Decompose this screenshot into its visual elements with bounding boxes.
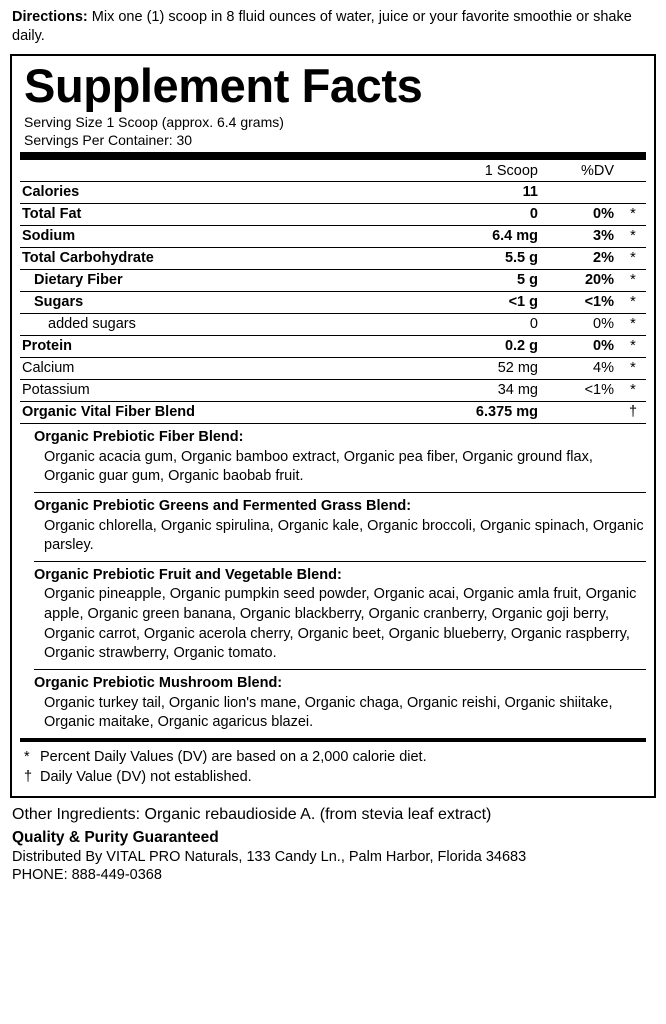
blend-title: Organic Prebiotic Fruit and Vegetable Blend:	[34, 566, 342, 583]
table-row	[20, 335, 646, 357]
distributor-info: Distributed By VITAL PRO Naturals, 133 Candy Ln., Palm Harbor, Florida 34683	[12, 848, 527, 865]
nutrient-name: Dietary Fiber	[20, 269, 388, 291]
table-row	[20, 313, 646, 335]
footnote-text: Percent Daily Values (DV) are based on a 2,000 calorie diet.	[40, 748, 427, 765]
nutrient-name: Total Fat	[20, 203, 388, 225]
blend-group	[34, 493, 646, 562]
footnote-text: Daily Value (DV) not established.	[40, 769, 252, 786]
table-row	[20, 225, 646, 247]
nutrient-daily-value	[542, 401, 620, 423]
footnotes	[20, 742, 646, 790]
blend-title: Organic Prebiotic Greens and Fermented Grass Blend:	[34, 497, 412, 514]
nutrient-footnote-mark: *	[620, 291, 646, 313]
blend-ingredients: Organic turkey tail, Organic lion's mane, Organic chaga, Organic reishi, Organic shiitake, Organic maitake, Organic agaricus blazei.	[44, 694, 613, 731]
footnote-row	[24, 747, 646, 768]
nutrient-daily-value: 0%	[542, 313, 620, 335]
nutrient-footnote-mark: *	[620, 357, 646, 379]
nutrient-daily-value	[542, 181, 620, 203]
header-daily-value: %DV	[542, 160, 620, 181]
footnote-mark: †	[24, 769, 33, 786]
phone-number: PHONE: 888-449-0368	[12, 867, 162, 884]
nutrient-name: Protein	[20, 335, 388, 357]
nutrient-name: Potassium	[20, 379, 388, 401]
blend-title: Organic Prebiotic Mushroom Blend:	[34, 674, 283, 691]
table-row	[20, 401, 646, 423]
nutrient-daily-value: 4%	[542, 357, 620, 379]
blend-list	[20, 424, 646, 738]
table-row	[20, 247, 646, 269]
header-amount: 1 Scoop	[388, 160, 542, 181]
footnote-row	[24, 767, 646, 788]
nutrient-footnote-mark: *	[620, 269, 646, 291]
nutrient-amount: 34 mg	[388, 379, 542, 401]
supplement-facts-panel	[10, 54, 656, 798]
blend-title: Organic Prebiotic Fiber Blend:	[34, 428, 244, 445]
blend-ingredients: Organic pineapple, Organic pumpkin seed powder, Organic acai, Organic amla fruit, Organic apple, Organic green banana, Organic blackberry, Organic cranberry, Organic goji berry, Organic carrot, Organic acerola cherry, Organic beet, Organic blueberry, Organic raspberry, Organic strawberry, Organic tomato.	[44, 586, 637, 662]
other-ingredients: Other Ingredients: Organic rebaudioside A. (from stevia leaf extract)	[12, 805, 492, 823]
nutrient-amount: 11	[388, 181, 542, 203]
blend-ingredients: Organic chlorella, Organic spirulina, Organic kale, Organic broccoli, Organic spinach, Organic parsley.	[44, 517, 644, 554]
nutrient-amount: 0.2 g	[388, 335, 542, 357]
nutrient-footnote-mark: *	[620, 379, 646, 401]
nutrient-name: Calories	[20, 181, 388, 203]
directions-label: Directions:	[12, 9, 88, 25]
nutrient-amount: 6.4 mg	[388, 225, 542, 247]
table-row	[20, 269, 646, 291]
nutrient-amount: 0	[388, 203, 542, 225]
table-row	[20, 357, 646, 379]
nutrient-amount: 6.375 mg	[388, 401, 542, 423]
nutrient-footnote-mark	[620, 181, 646, 203]
blend-group	[34, 424, 646, 493]
nutrient-footnote-mark: †	[620, 401, 646, 423]
nutrient-name: added sugars	[20, 313, 388, 335]
nutrient-daily-value: 2%	[542, 247, 620, 269]
nutrient-amount: 52 mg	[388, 357, 542, 379]
header-blank	[20, 160, 388, 181]
table-row	[20, 203, 646, 225]
directions-body: Mix one (1) scoop in 8 fluid ounces of water, juice or your favorite smoothie or shake daily.	[12, 9, 632, 45]
nutrient-amount: <1 g	[388, 291, 542, 313]
nutrient-daily-value: <1%	[542, 291, 620, 313]
table-row	[20, 181, 646, 203]
divider-thick-top	[20, 152, 646, 160]
nutrient-name: Sodium	[20, 225, 388, 247]
blend-ingredients: Organic acacia gum, Organic bamboo extract, Organic pea fiber, Organic ground flax, Organic guar gum, Organic baobab fruit.	[44, 448, 593, 485]
nutrition-table	[20, 160, 646, 424]
table-header-row	[20, 160, 646, 181]
serving-size: Serving Size 1 Scoop (approx. 6.4 grams)	[24, 114, 284, 131]
nutrient-amount: 5 g	[388, 269, 542, 291]
directions-text	[12, 8, 656, 46]
nutrient-name: Sugars	[20, 291, 388, 313]
table-row	[20, 291, 646, 313]
nutrient-name: Organic Vital Fiber Blend	[20, 401, 388, 423]
header-mark	[620, 160, 646, 181]
nutrient-name: Calcium	[20, 357, 388, 379]
blend-group	[34, 670, 646, 738]
serving-info	[24, 114, 646, 149]
nutrient-footnote-mark: *	[620, 203, 646, 225]
nutrient-name: Total Carbohydrate	[20, 247, 388, 269]
servings-per-container: Servings Per Container: 30	[24, 131, 193, 148]
blend-group	[34, 562, 646, 670]
nutrient-amount: 0	[388, 313, 542, 335]
nutrient-amount: 5.5 g	[388, 247, 542, 269]
nutrient-footnote-mark: *	[620, 335, 646, 357]
footnote-mark: *	[24, 748, 30, 765]
nutrient-daily-value: <1%	[542, 379, 620, 401]
panel-title: Supplement Facts	[24, 59, 423, 113]
table-row	[20, 379, 646, 401]
quality-guarantee: Quality & Purity Guaranteed	[12, 828, 219, 846]
nutrient-footnote-mark: *	[620, 313, 646, 335]
nutrient-footnote-mark: *	[620, 247, 646, 269]
nutrient-daily-value: 20%	[542, 269, 620, 291]
nutrient-daily-value: 3%	[542, 225, 620, 247]
nutrient-daily-value: 0%	[542, 335, 620, 357]
nutrient-footnote-mark: *	[620, 225, 646, 247]
nutrient-daily-value: 0%	[542, 203, 620, 225]
